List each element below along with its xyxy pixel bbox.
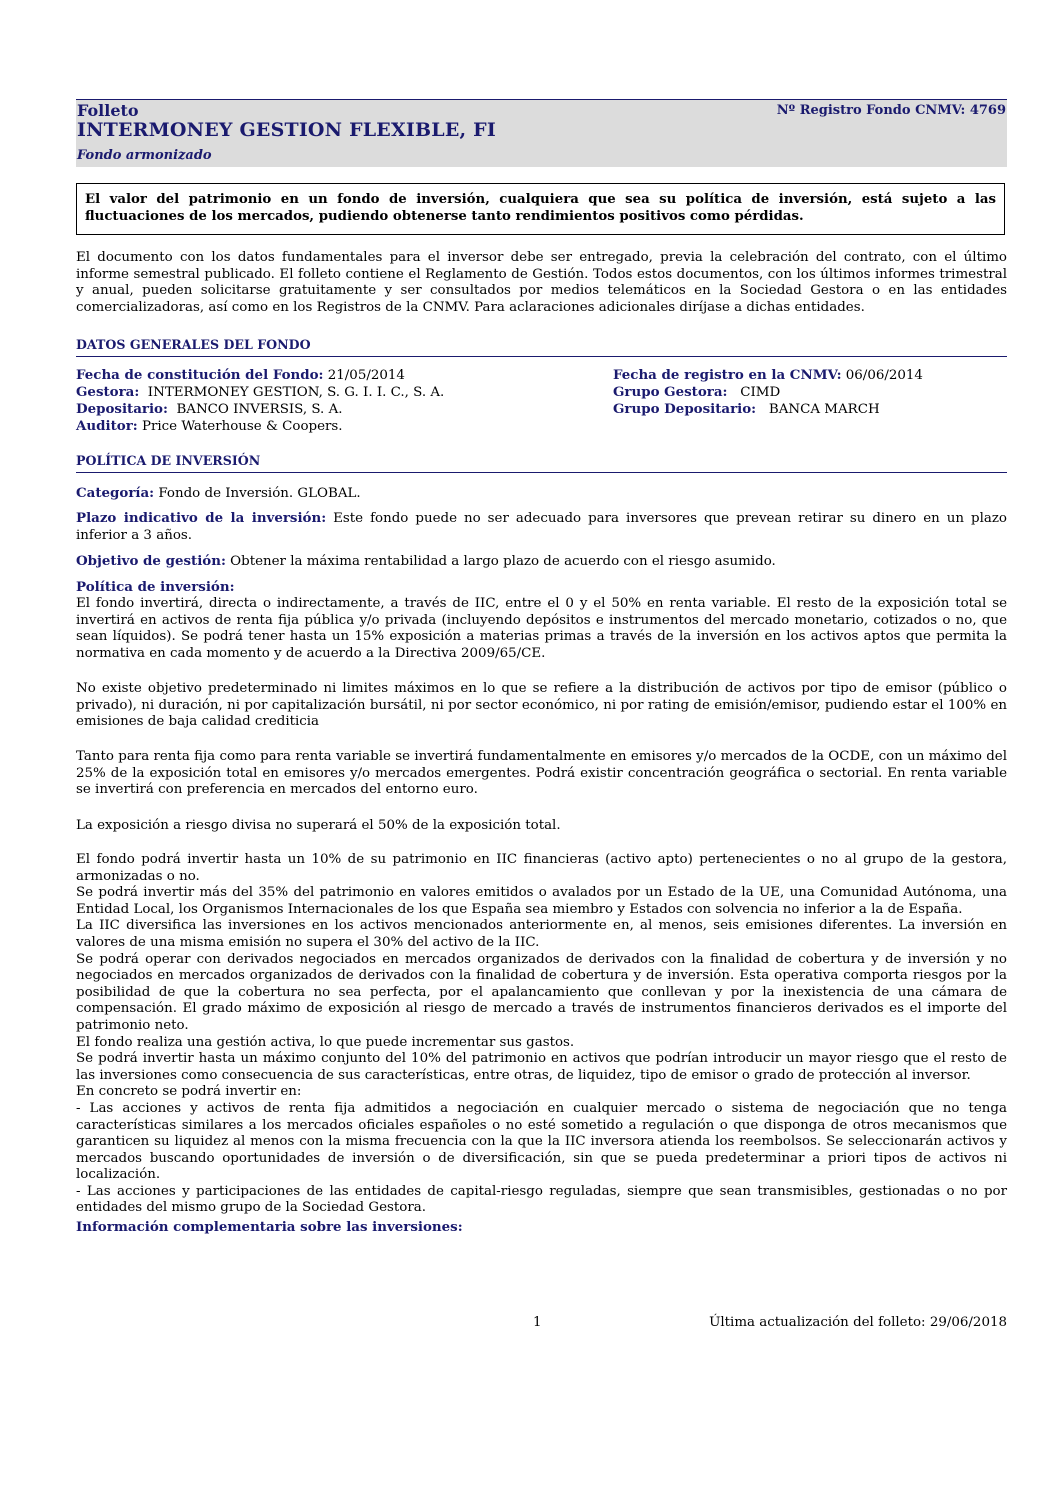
politica-p9: El fondo realiza una gestión activa, lo que puede incrementar sus gastos. bbox=[76, 1034, 575, 1050]
grupo-gestora-label: Grupo Gestora: bbox=[613, 384, 728, 400]
auditor-label: Auditor: bbox=[76, 418, 138, 434]
section-heading-politica: POLÍTICA DE INVERSIÓN bbox=[76, 453, 1007, 473]
page-number: 1 bbox=[533, 1315, 542, 1330]
auditor-value: Price Waterhouse & Coopers. bbox=[137, 419, 343, 434]
gestora-value: INTERMONEY GESTION, S. G. I. I. C., S. A. bbox=[139, 385, 445, 400]
grupo-depositario-label: Grupo Depositario: bbox=[613, 401, 757, 417]
depositario-value: BANCO INVERSIS, S. A. bbox=[167, 402, 343, 417]
gestora-label: Gestora: bbox=[76, 384, 140, 400]
fecha-registro-label: Fecha de registro en la CNMV: bbox=[613, 367, 842, 383]
politica-p10: Se podrá invertir hasta un máximo conjunto del 10% del patrimonio en activos que podrían introducir un mayor riesgo que el resto de las inversiones como consecuencia de sus características, entre otras, de liquidez, tipo de emisor o grado de protección al inversor. bbox=[76, 1051, 1007, 1083]
fund-name: INTERMONEY GESTION FLEXIBLE, FI bbox=[77, 119, 496, 141]
politica-p8: Se podrá operar con derivados negociados en mercados organizados de derivados con la finalidad de cobertura y de inversión y no negociados en mercados organizados de derivados con la finalidad de cobertura y de inversión. Esta operativa comporta riesgos por la posibilidad de que la cobertura no sea perfecta, por el apalancamiento que conllevan y por la inexistencia de una cámara de compensación. El grado máximo de exposición al riesgo de mercado a través de instrumentos financieros derivados es el importe del patrimonio neto. bbox=[76, 951, 1007, 1033]
document-type: Folleto bbox=[77, 101, 139, 120]
politica-body-block bbox=[76, 852, 1007, 1217]
objetivo-value: Obtener la máxima rentabilidad a largo plazo de acuerdo con el riesgo asumido. bbox=[225, 554, 776, 569]
depositario-row bbox=[76, 401, 343, 419]
fecha-registro-row bbox=[613, 367, 923, 385]
fecha-registro-value: 06/06/2014 bbox=[841, 368, 923, 383]
objetivo-paragraph bbox=[76, 553, 1007, 571]
auditor-row bbox=[76, 418, 343, 436]
last-updated: Última actualización del folleto: 29/06/2018 bbox=[709, 1315, 1007, 1330]
politica-p7: La IIC diversifica las inversiones en los activos mencionados anteriormente en, al menos, seis emisiones diferentes. La inversión en valores de una misma emisión no supera el 30% del activo de la IIC. bbox=[76, 918, 1007, 950]
grupo-gestora-row bbox=[613, 384, 780, 402]
intro-paragraph: El documento con los datos fundamentales para el inversor debe ser entregado, previa la celebración del contrato, con el último informe semestral publicado. El folleto contiene el Reglamento de Gestión. Todos estos documentos, con los últimos informes trimestral y anual, pueden solicitarse gratuitamente y ser consultados por medios telemáticos en la Sociedad Gestora o en las entidades comercializadoras, así como en los Registros de la CNMV. Para aclaraciones adicionales diríjase a dichas entidades. bbox=[76, 250, 1007, 315]
plazo-value: Este fondo puede no ser adecuado para inversores que prevean retirar su dinero en un plazo inferior a 3 años. bbox=[76, 511, 1007, 543]
categoria-label: Categoría: bbox=[76, 485, 155, 501]
grupo-depositario-row bbox=[613, 401, 880, 419]
fecha-constitucion-label: Fecha de constitución del Fondo: bbox=[76, 367, 324, 383]
objetivo-label: Objetivo de gestión: bbox=[76, 553, 226, 569]
fecha-constitucion-value: 21/05/2014 bbox=[323, 368, 405, 383]
categoria-paragraph bbox=[76, 485, 1007, 503]
politica-p13: - Las acciones y participaciones de las entidades de capital-riesgo reguladas, siempre que sean transmisibles, gestionadas o no por entidades del mismo grupo de la Sociedad Gestora. bbox=[76, 1183, 1007, 1216]
document-header bbox=[76, 99, 1007, 167]
politica-p11: En concreto se podrá invertir en: bbox=[76, 1084, 302, 1100]
grupo-depositario-value: BANCA MARCH bbox=[756, 402, 880, 417]
politica-p3: Tanto para renta fija como para renta variable se invertirá fundamentalmente en emisores y/o mercados de la OCDE, con un máximo del 25% de la exposición total en emisores y/o mercados emergentes. Podrá existir concentración geográfica o sectorial. En renta variable se invertirá con preferencia en mercados del entorno euro. bbox=[76, 749, 1007, 798]
politica-p4: La exposición a riesgo divisa no superará el 50% de la exposición total. bbox=[76, 818, 561, 833]
politica-p6: Se podrá invertir más del 35% del patrimonio en valores emitidos o avalados por un Estado de la UE, una Comunidad Autónoma, una Entidad Local, los Organismos Internacionales de los que España sea miembro y Estados con solvencia no inferior a la de España. bbox=[76, 885, 1007, 917]
politica-p2: No existe objetivo predeterminado ni limites máximos en lo que se refiere a la distribución de activos por tipo de emisor (público o privado), ni duración, ni por capitalización bursátil, ni por sector económico, ni por rating de emisión/emisor, pudiendo estar el 100% en emisiones de baja calidad crediticia bbox=[76, 681, 1007, 730]
gestora-row bbox=[76, 384, 444, 402]
fund-subtitle: Fondo armonizado bbox=[77, 148, 212, 163]
politica-label: Política de inversión: bbox=[76, 579, 235, 595]
categoria-value: Fondo de Inversión. GLOBAL. bbox=[154, 486, 361, 501]
plazo-label: Plazo indicativo de la inversión: bbox=[76, 510, 327, 526]
info-complementaria-row bbox=[76, 1219, 1007, 1237]
depositario-label: Depositario: bbox=[76, 401, 168, 417]
grupo-gestora-value: CIMD bbox=[727, 385, 781, 400]
plazo-paragraph bbox=[76, 510, 1007, 544]
politica-p5: El fondo podrá invertir hasta un 10% de su patrimonio en IIC financieras (activo apto) pertenecientes o no al grupo de la gestora, armonizadas o no. bbox=[76, 852, 1007, 884]
section-heading-datos-generales: DATOS GENERALES DEL FONDO bbox=[76, 337, 1007, 357]
registry-number: Nº Registro Fondo CNMV: 4769 bbox=[776, 103, 1006, 118]
politica-label-row bbox=[76, 579, 1007, 597]
risk-warning-box: El valor del patrimonio en un fondo de inversión, cualquiera que sea su política de inversión, está sujeto a las fluctuaciones de los mercados, pudiendo obtenerse tanto rendimientos positivos como pérdidas. bbox=[76, 183, 1005, 235]
politica-p1: El fondo invertirá, directa o indirectamente, a través de IIC, entre el 0 y el 50% en renta variable. El resto de la exposición total se invertirá en activos de renta fija pública y/o privada (incluyendo depósitos e instrumentos del mercado monetario, cotizados o no, que sean líquidos). Se podrá tener hasta un 15% exposición a materias primas a través de la inversión en los activos aptos que permita la normativa en cada momento y de acuerdo a la Directiva 2009/65/CE. bbox=[76, 596, 1007, 661]
fecha-constitucion-row bbox=[76, 367, 405, 385]
info-complementaria-label: Información complementaria sobre las inversiones: bbox=[76, 1219, 463, 1235]
politica-p12: - Las acciones y activos de renta fija admitidos a negociación en cualquier mercado o sistema de negociación que no tenga características similares a los mercados oficiales españoles o no esté sometido a regulación o que disponga de otros mecanismos que garanticen su liquidez al menos con la misma frecuencia con la que la IIC inversora atienda los reembolsos. Se seleccionarán activos y mercados buscando oportunidades de inversión o de diversificación, sin que se pueda predeterminar a priori tipos de activos ni localización. bbox=[76, 1100, 1007, 1183]
